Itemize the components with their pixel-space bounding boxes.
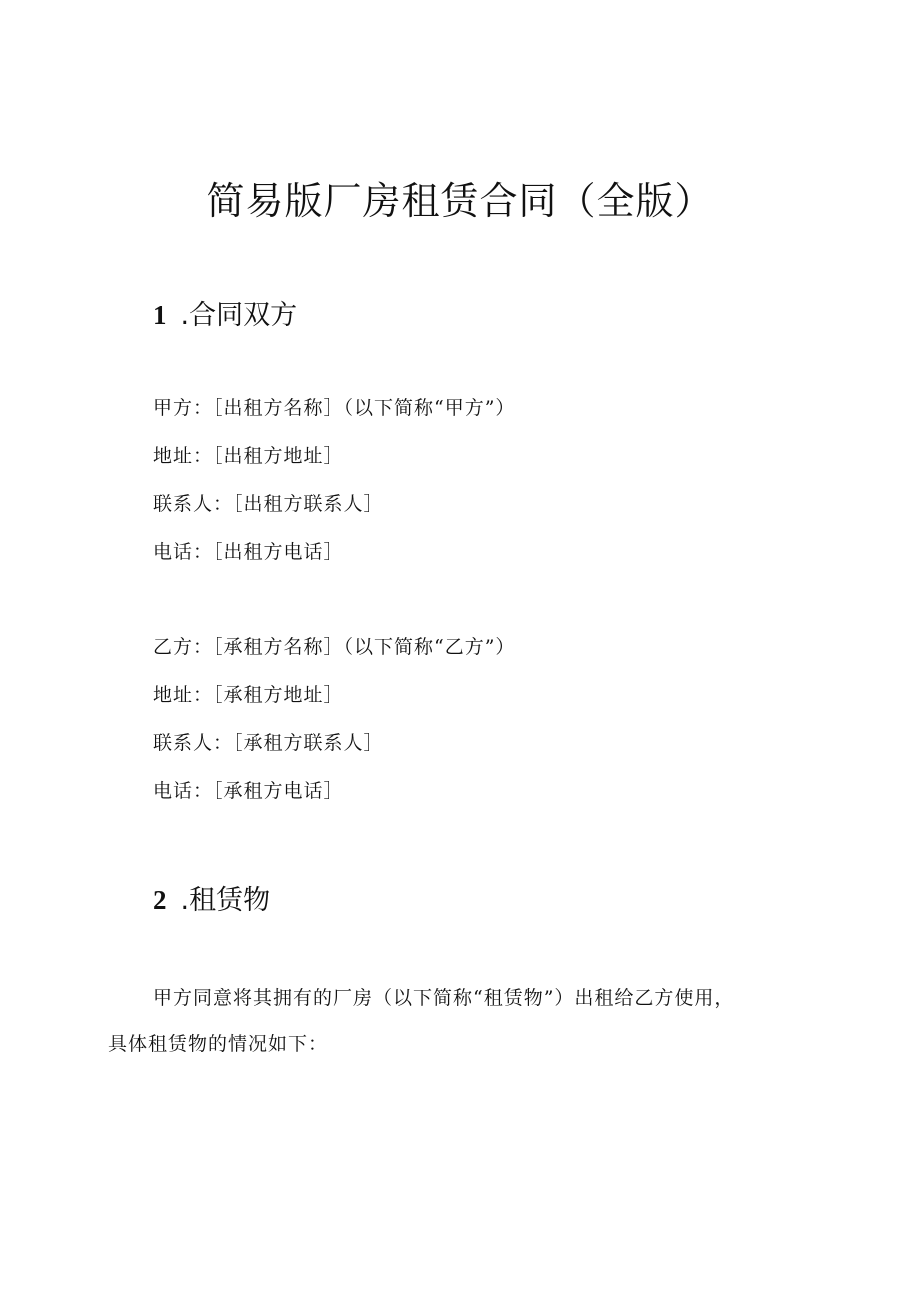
party-a-address-line: 地址：［出租方地址］ [153, 445, 344, 467]
party-b-name-line: 乙方：［承租方名称］（以下简称“乙方”） [153, 636, 516, 658]
party-b-phone-line: 电话：［承租方电话］ [153, 780, 344, 802]
document-title: 简易版厂房租赁合同（全版） [206, 179, 714, 223]
section-title: .租赁物 [180, 885, 271, 916]
paragraph-line: 甲方同意将其拥有的厂房（以下简称“租赁物”）出租给乙方使用， [153, 987, 735, 1009]
section-heading-leased-property [153, 882, 270, 919]
party-a-name-line: 甲方：［出租方名称］（以下简称“甲方”） [153, 397, 516, 419]
section-title: .合同双方 [180, 300, 298, 331]
section-number: 1 [153, 300, 167, 330]
party-a-phone-line: 电话：［出租方电话］ [153, 541, 344, 563]
party-b-address-line: 地址：［承租方地址］ [153, 684, 344, 706]
section-number: 2 [153, 885, 167, 915]
section-heading-parties [153, 297, 297, 334]
paragraph-line: 具体租赁物的情况如下： [108, 1033, 329, 1055]
party-a-contact-line: 联系人：［出租方联系人］ [153, 493, 384, 515]
party-b-contact-line: 联系人：［承租方联系人］ [153, 732, 384, 754]
